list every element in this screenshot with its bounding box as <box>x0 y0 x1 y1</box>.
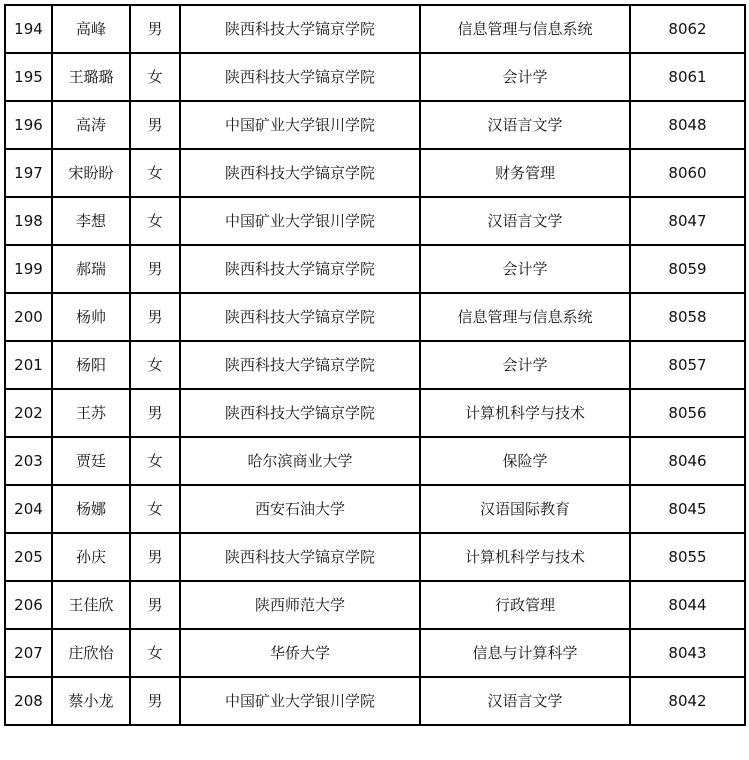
school-cell: 陕西科技大学镐京学院 <box>180 245 420 293</box>
name-cell: 孙庆 <box>52 533 130 581</box>
major-cell: 会计学 <box>420 245 630 293</box>
id-number-cell: 8048 <box>630 101 745 149</box>
row-number-cell: 200 <box>5 293 52 341</box>
student-table <box>4 4 746 726</box>
row-number-cell: 207 <box>5 629 52 677</box>
name-cell: 贾廷 <box>52 437 130 485</box>
table-row <box>5 389 745 437</box>
table-row <box>5 149 745 197</box>
major-cell: 计算机科学与技术 <box>420 533 630 581</box>
row-number-cell: 196 <box>5 101 52 149</box>
id-number-cell: 8045 <box>630 485 745 533</box>
name-cell: 王苏 <box>52 389 130 437</box>
major-cell: 信息管理与信息系统 <box>420 5 630 53</box>
school-cell: 中国矿业大学银川学院 <box>180 197 420 245</box>
id-number-cell: 8059 <box>630 245 745 293</box>
id-number-cell: 8061 <box>630 53 745 101</box>
gender-cell: 女 <box>130 629 180 677</box>
name-cell: 郝瑞 <box>52 245 130 293</box>
gender-cell: 女 <box>130 485 180 533</box>
name-cell: 杨帅 <box>52 293 130 341</box>
gender-cell: 女 <box>130 437 180 485</box>
id-number-cell: 8042 <box>630 677 745 725</box>
gender-cell: 男 <box>130 581 180 629</box>
row-number-cell: 201 <box>5 341 52 389</box>
school-cell: 哈尔滨商业大学 <box>180 437 420 485</box>
gender-cell: 男 <box>130 389 180 437</box>
id-number-cell: 8056 <box>630 389 745 437</box>
document-page <box>4 4 746 758</box>
name-cell: 王佳欣 <box>52 581 130 629</box>
major-cell: 行政管理 <box>420 581 630 629</box>
table-row <box>5 437 745 485</box>
major-cell: 汉语国际教育 <box>420 485 630 533</box>
major-cell: 信息管理与信息系统 <box>420 293 630 341</box>
name-cell: 王璐璐 <box>52 53 130 101</box>
id-number-cell: 8044 <box>630 581 745 629</box>
table-row <box>5 341 745 389</box>
gender-cell: 男 <box>130 245 180 293</box>
row-number-cell: 208 <box>5 677 52 725</box>
id-number-cell: 8047 <box>630 197 745 245</box>
table-row <box>5 101 745 149</box>
table-row <box>5 53 745 101</box>
school-cell: 中国矿业大学银川学院 <box>180 101 420 149</box>
name-cell: 高峰 <box>52 5 130 53</box>
name-cell: 杨娜 <box>52 485 130 533</box>
table-row <box>5 677 745 725</box>
major-cell: 汉语言文学 <box>420 197 630 245</box>
school-cell: 陕西科技大学镐京学院 <box>180 5 420 53</box>
id-number-cell: 8062 <box>630 5 745 53</box>
gender-cell: 女 <box>130 197 180 245</box>
row-number-cell: 206 <box>5 581 52 629</box>
row-number-cell: 194 <box>5 5 52 53</box>
table-row <box>5 5 745 53</box>
row-number-cell: 198 <box>5 197 52 245</box>
row-number-cell: 204 <box>5 485 52 533</box>
name-cell: 杨阳 <box>52 341 130 389</box>
school-cell: 陕西科技大学镐京学院 <box>180 533 420 581</box>
id-number-cell: 8046 <box>630 437 745 485</box>
gender-cell: 女 <box>130 149 180 197</box>
table-row <box>5 293 745 341</box>
table-row <box>5 581 745 629</box>
major-cell: 计算机科学与技术 <box>420 389 630 437</box>
name-cell: 宋盼盼 <box>52 149 130 197</box>
table-row <box>5 629 745 677</box>
school-cell: 中国矿业大学银川学院 <box>180 677 420 725</box>
row-number-cell: 202 <box>5 389 52 437</box>
school-cell: 华侨大学 <box>180 629 420 677</box>
major-cell: 财务管理 <box>420 149 630 197</box>
table-row <box>5 485 745 533</box>
school-cell: 陕西师范大学 <box>180 581 420 629</box>
school-cell: 陕西科技大学镐京学院 <box>180 341 420 389</box>
table-row <box>5 533 745 581</box>
name-cell: 李想 <box>52 197 130 245</box>
id-number-cell: 8060 <box>630 149 745 197</box>
school-cell: 陕西科技大学镐京学院 <box>180 389 420 437</box>
id-number-cell: 8055 <box>630 533 745 581</box>
table-row <box>5 197 745 245</box>
school-cell: 陕西科技大学镐京学院 <box>180 293 420 341</box>
school-cell: 陕西科技大学镐京学院 <box>180 53 420 101</box>
major-cell: 会计学 <box>420 341 630 389</box>
gender-cell: 男 <box>130 293 180 341</box>
major-cell: 信息与计算科学 <box>420 629 630 677</box>
name-cell: 高涛 <box>52 101 130 149</box>
major-cell: 会计学 <box>420 53 630 101</box>
school-cell: 陕西科技大学镐京学院 <box>180 149 420 197</box>
major-cell: 保险学 <box>420 437 630 485</box>
id-number-cell: 8057 <box>630 341 745 389</box>
id-number-cell: 8058 <box>630 293 745 341</box>
row-number-cell: 197 <box>5 149 52 197</box>
major-cell: 汉语言文学 <box>420 101 630 149</box>
gender-cell: 女 <box>130 341 180 389</box>
row-number-cell: 199 <box>5 245 52 293</box>
gender-cell: 男 <box>130 533 180 581</box>
gender-cell: 女 <box>130 53 180 101</box>
gender-cell: 男 <box>130 5 180 53</box>
id-number-cell: 8043 <box>630 629 745 677</box>
name-cell: 蔡小龙 <box>52 677 130 725</box>
row-number-cell: 205 <box>5 533 52 581</box>
row-number-cell: 203 <box>5 437 52 485</box>
row-number-cell: 195 <box>5 53 52 101</box>
major-cell: 汉语言文学 <box>420 677 630 725</box>
table-body <box>5 5 745 725</box>
gender-cell: 男 <box>130 677 180 725</box>
school-cell: 西安石油大学 <box>180 485 420 533</box>
gender-cell: 男 <box>130 101 180 149</box>
name-cell: 庄欣怡 <box>52 629 130 677</box>
table-row <box>5 245 745 293</box>
